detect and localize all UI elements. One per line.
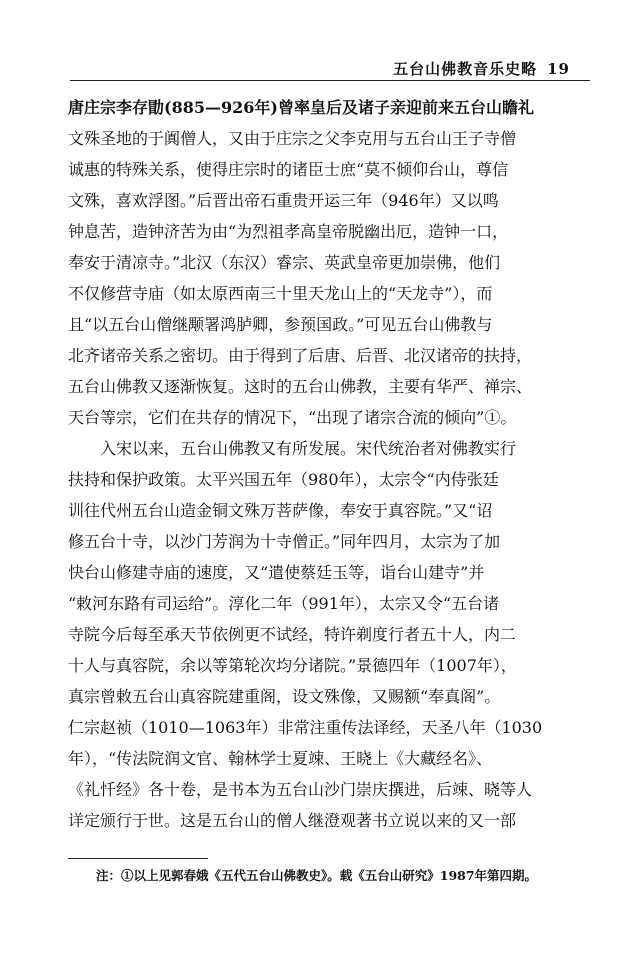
text-line: 年），“传法院润文官、翰林学士夏竦、王晓上《大藏经名》、: [68, 749, 493, 768]
text-line: 钟息苦，造钟济苦为由“为烈祖孝高皇帝脱幽出厄，造钟一口，: [68, 222, 509, 241]
text-line: 《礼忏经》各十卷，是书本为五台山沙门崇庆撰进，后竦、晓等人: [68, 780, 533, 799]
text-line: 不仅修营寺庙（如太原西南三十里天龙山上的“天龙寺”），而: [68, 284, 493, 303]
footnote: 注：①以上见郭春娥《五代五台山佛教史》。载《五台山研究》1987年第四期。: [96, 868, 538, 883]
text-line: 训往代州五台山造金铜文殊万菩萨像，奉安于真容院。”又“诏: [68, 501, 493, 520]
paragraph-start-line: 入宋以来，五台山佛教又有所发展。宋代统治者对佛教实行: [100, 439, 517, 458]
text-line: 唐庄宗李存勖(885—926年)曾率皇后及诸子亲迎前来五台山瞻礼: [68, 98, 534, 117]
text-line: 且“以五台山僧继颙署鸿胪卿，参预国政。”可见五台山佛教与: [68, 315, 493, 334]
header-rule: [70, 80, 590, 81]
text-line: 十人与真容院，余以等第轮次均分诸院。”景德四年（1007年），: [68, 656, 517, 675]
text-line: 五台山佛教又逐渐恢复。这时的五台山佛教，主要有华严、禅宗、: [68, 377, 533, 396]
text-line: 扶持和保护政策。太平兴国五年（980年），太宗令“内侍张廷: [68, 470, 499, 489]
text-line: “敕河东路有司运给”。淳化二年（991年），太宗又令“五台诸: [68, 594, 500, 613]
text-line: 寺院今后每至承天节依例更不试经，特许剃度行者五十人，内二: [68, 625, 517, 644]
text-line: 诚惠的特殊关系，使得庄宗时的诸臣士庶“莫不倾仰台山，尊信: [68, 160, 509, 179]
text-line: 修五台十寺，以沙门芳润为十寺僧正。”同年四月，太宗为了加: [68, 532, 501, 551]
page-number: 19: [547, 60, 570, 78]
text-line: 北齐诸帝关系之密切。由于得到了后唐、后晋、北汉诸帝的扶持，: [68, 346, 533, 365]
text-line: 文殊，喜欢浮图。”后晋出帝石重贵开运三年（946年）又以鸣: [68, 191, 499, 210]
body-text: [68, 92, 590, 836]
text-line: 快台山修建寺庙的速度，又“遣使蔡廷玉等，诣台山建寺”并: [68, 563, 485, 582]
running-header: [393, 58, 570, 79]
text-line: 仁宗赵祯（1010—1063年）非常注重传法译经，天圣八年（1030: [68, 718, 543, 737]
running-header-title: 五台山佛教音乐史略: [393, 60, 538, 78]
text-line: 奉安于清凉寺。”北汉（东汉）睿宗、英武皇帝更加崇佛，他们: [68, 253, 501, 272]
footnote-rule: [68, 858, 208, 859]
text-line: 天台等宗，它们在共存的情况下，“出现了诸宗合流的倾向”①。: [68, 408, 517, 427]
text-line: 详定颁行于世。这是五台山的僧人继澄观著书立说以来的又一部: [68, 811, 517, 830]
text-line: 文殊圣地的于阗僧人，又由于庄宗之父李克用与五台山王子寺僧: [68, 129, 517, 148]
text-line: 真宗曾敕五台山真容院建重阁，设文殊像，又赐额“奉真阁”。: [68, 687, 501, 706]
